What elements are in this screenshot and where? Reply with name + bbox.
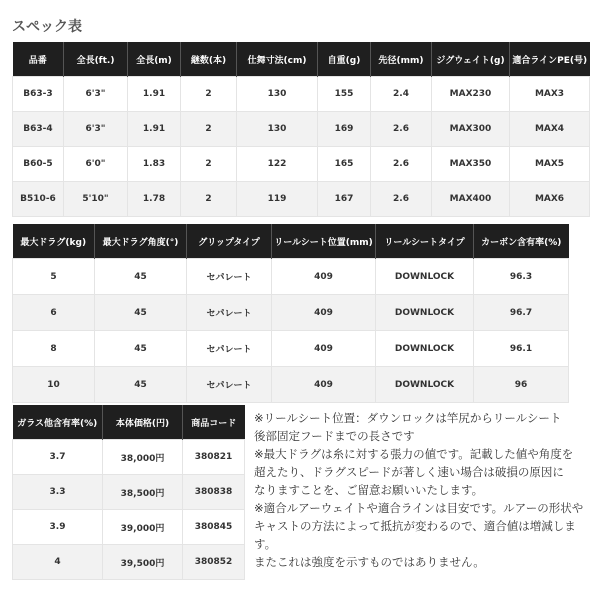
table-cell: 4 xyxy=(13,545,103,580)
table-cell: MAX5 xyxy=(510,147,590,182)
table-cell: MAX4 xyxy=(510,112,590,147)
table-cell: 39,500円 xyxy=(103,545,183,580)
table-cell: 2 xyxy=(181,147,237,182)
drag-col-header: カーボン含有率(%) xyxy=(474,224,569,259)
drag-col-header: 最大ドラグ(kg) xyxy=(13,224,95,259)
table-cell: 2.6 xyxy=(371,182,432,217)
table-cell: 169 xyxy=(318,112,371,147)
table-row xyxy=(13,510,245,545)
note-line: ※リールシート位置：ダウンロックは竿尻からリールシート xyxy=(254,411,562,425)
table-cell: セパレート xyxy=(187,367,272,403)
table-cell: 1.83 xyxy=(128,147,181,182)
table-cell: 2 xyxy=(181,77,237,112)
table-cell: 3.9 xyxy=(13,510,103,545)
table-cell: 8 xyxy=(13,331,95,367)
table-cell: B510-6 xyxy=(13,182,64,217)
table-cell: 155 xyxy=(318,77,371,112)
price-table-header-row xyxy=(13,405,245,440)
table-cell: 45 xyxy=(95,331,187,367)
table-cell: B60-5 xyxy=(13,147,64,182)
table-cell: 5 xyxy=(13,259,95,295)
table-cell: セパレート xyxy=(187,331,272,367)
table-cell: 167 xyxy=(318,182,371,217)
table-cell: 380845 xyxy=(183,510,245,545)
price-col-header: 商品コード xyxy=(183,405,245,440)
table-cell: DOWNLOCK xyxy=(376,331,474,367)
table-cell: 409 xyxy=(272,295,376,331)
note-line: キャストの方法によって抵抗が変わるので、適合値は増減します。 xyxy=(254,519,576,551)
spec-table xyxy=(12,42,590,217)
table-cell: 96.7 xyxy=(474,295,569,331)
table-cell: 130 xyxy=(237,77,318,112)
table-row xyxy=(13,112,590,147)
table-cell: 380838 xyxy=(183,475,245,510)
table-cell: DOWNLOCK xyxy=(376,259,474,295)
table-row xyxy=(13,367,569,403)
table-row xyxy=(13,182,590,217)
table-cell: 96.3 xyxy=(474,259,569,295)
table-cell: 6'0" xyxy=(64,147,128,182)
table-cell: 10 xyxy=(13,367,95,403)
spec-col-header: 自重(g) xyxy=(318,42,371,77)
table-cell: 2 xyxy=(181,112,237,147)
table-row xyxy=(13,77,590,112)
table-cell: 130 xyxy=(237,112,318,147)
table-cell: 2.4 xyxy=(371,77,432,112)
table-cell: 2 xyxy=(181,182,237,217)
table-row xyxy=(13,545,245,580)
spec-col-header: 適合ラインPE(号) xyxy=(510,42,590,77)
table-cell: 380821 xyxy=(183,440,245,475)
price-table xyxy=(12,405,245,580)
table-cell: MAX350 xyxy=(432,147,510,182)
table-cell: 2.6 xyxy=(371,147,432,182)
table-cell: B63-4 xyxy=(13,112,64,147)
table-row xyxy=(13,259,569,295)
note-line: ※適合ルアーウェイトや適合ラインは目安です。ルアーの形状や xyxy=(254,501,584,515)
table-cell: セパレート xyxy=(187,295,272,331)
table-row xyxy=(13,147,590,182)
spec-col-header: 全長(m) xyxy=(128,42,181,77)
table-row xyxy=(13,440,245,475)
spec-col-header: 品番 xyxy=(13,42,64,77)
table-cell: セパレート xyxy=(187,259,272,295)
table-cell: 38,500円 xyxy=(103,475,183,510)
table-cell: MAX300 xyxy=(432,112,510,147)
table-cell: MAX400 xyxy=(432,182,510,217)
note-line: なりますことを、ご留意お願いいたします。 xyxy=(254,483,484,497)
spec-col-header: 継数(本) xyxy=(181,42,237,77)
spec-col-header: 先径(mm) xyxy=(371,42,432,77)
drag-col-header: グリップタイプ xyxy=(187,224,272,259)
drag-col-header: リールシート位置(mm) xyxy=(272,224,376,259)
note-line: 後部固定フードまでの長さです xyxy=(254,429,415,443)
table-cell: 119 xyxy=(237,182,318,217)
table-cell: 45 xyxy=(95,295,187,331)
spec-col-header: 全長(ft.) xyxy=(64,42,128,77)
drag-col-header: リールシートタイプ xyxy=(376,224,474,259)
spec-col-header: ジグウェイト(g) xyxy=(432,42,510,77)
spec-table-header-row xyxy=(13,42,590,77)
table-cell: 6'3" xyxy=(64,77,128,112)
table-cell: 165 xyxy=(318,147,371,182)
table-cell: 1.91 xyxy=(128,112,181,147)
table-cell: 39,000円 xyxy=(103,510,183,545)
table-cell: 1.78 xyxy=(128,182,181,217)
table-cell: 409 xyxy=(272,259,376,295)
table-cell: 96.1 xyxy=(474,331,569,367)
table-cell: MAX6 xyxy=(510,182,590,217)
table-cell: MAX230 xyxy=(432,77,510,112)
table-row xyxy=(13,331,569,367)
price-col-header: ガラス他含有率(%) xyxy=(13,405,103,440)
note-line: 超えたり、ドラグスピードが著しく速い場合は破損の原因に xyxy=(254,465,564,479)
table-cell: 409 xyxy=(272,367,376,403)
table-cell: 2.6 xyxy=(371,112,432,147)
table-row xyxy=(13,475,245,510)
table-cell: 6 xyxy=(13,295,95,331)
table-cell: 3.7 xyxy=(13,440,103,475)
table-cell: B63-3 xyxy=(13,77,64,112)
table-row xyxy=(13,295,569,331)
note-line: またこれは強度を示すものではありません。 xyxy=(254,555,485,569)
price-col-header: 本体価格(円) xyxy=(103,405,183,440)
table-cell: 6'3" xyxy=(64,112,128,147)
page-title: スペック表 xyxy=(12,19,82,35)
table-cell: MAX3 xyxy=(510,77,590,112)
table-cell: DOWNLOCK xyxy=(376,367,474,403)
table-cell: 3.3 xyxy=(13,475,103,510)
table-cell: 122 xyxy=(237,147,318,182)
table-cell: 1.91 xyxy=(128,77,181,112)
table-cell: 409 xyxy=(272,331,376,367)
drag-col-header: 最大ドラグ角度(°) xyxy=(95,224,187,259)
table-cell: 38,000円 xyxy=(103,440,183,475)
table-cell: 380852 xyxy=(183,545,245,580)
spec-col-header: 仕舞寸法(cm) xyxy=(237,42,318,77)
drag-table-header-row xyxy=(13,224,569,259)
table-cell: 45 xyxy=(95,367,187,403)
table-cell: 96 xyxy=(474,367,569,403)
table-cell: 5'10" xyxy=(64,182,128,217)
table-cell: 45 xyxy=(95,259,187,295)
drag-table xyxy=(12,224,569,403)
notes-block xyxy=(254,409,594,571)
note-line: ※最大ドラグは糸に対する張力の値です。記載した値や角度を xyxy=(254,447,574,461)
table-cell: DOWNLOCK xyxy=(376,295,474,331)
